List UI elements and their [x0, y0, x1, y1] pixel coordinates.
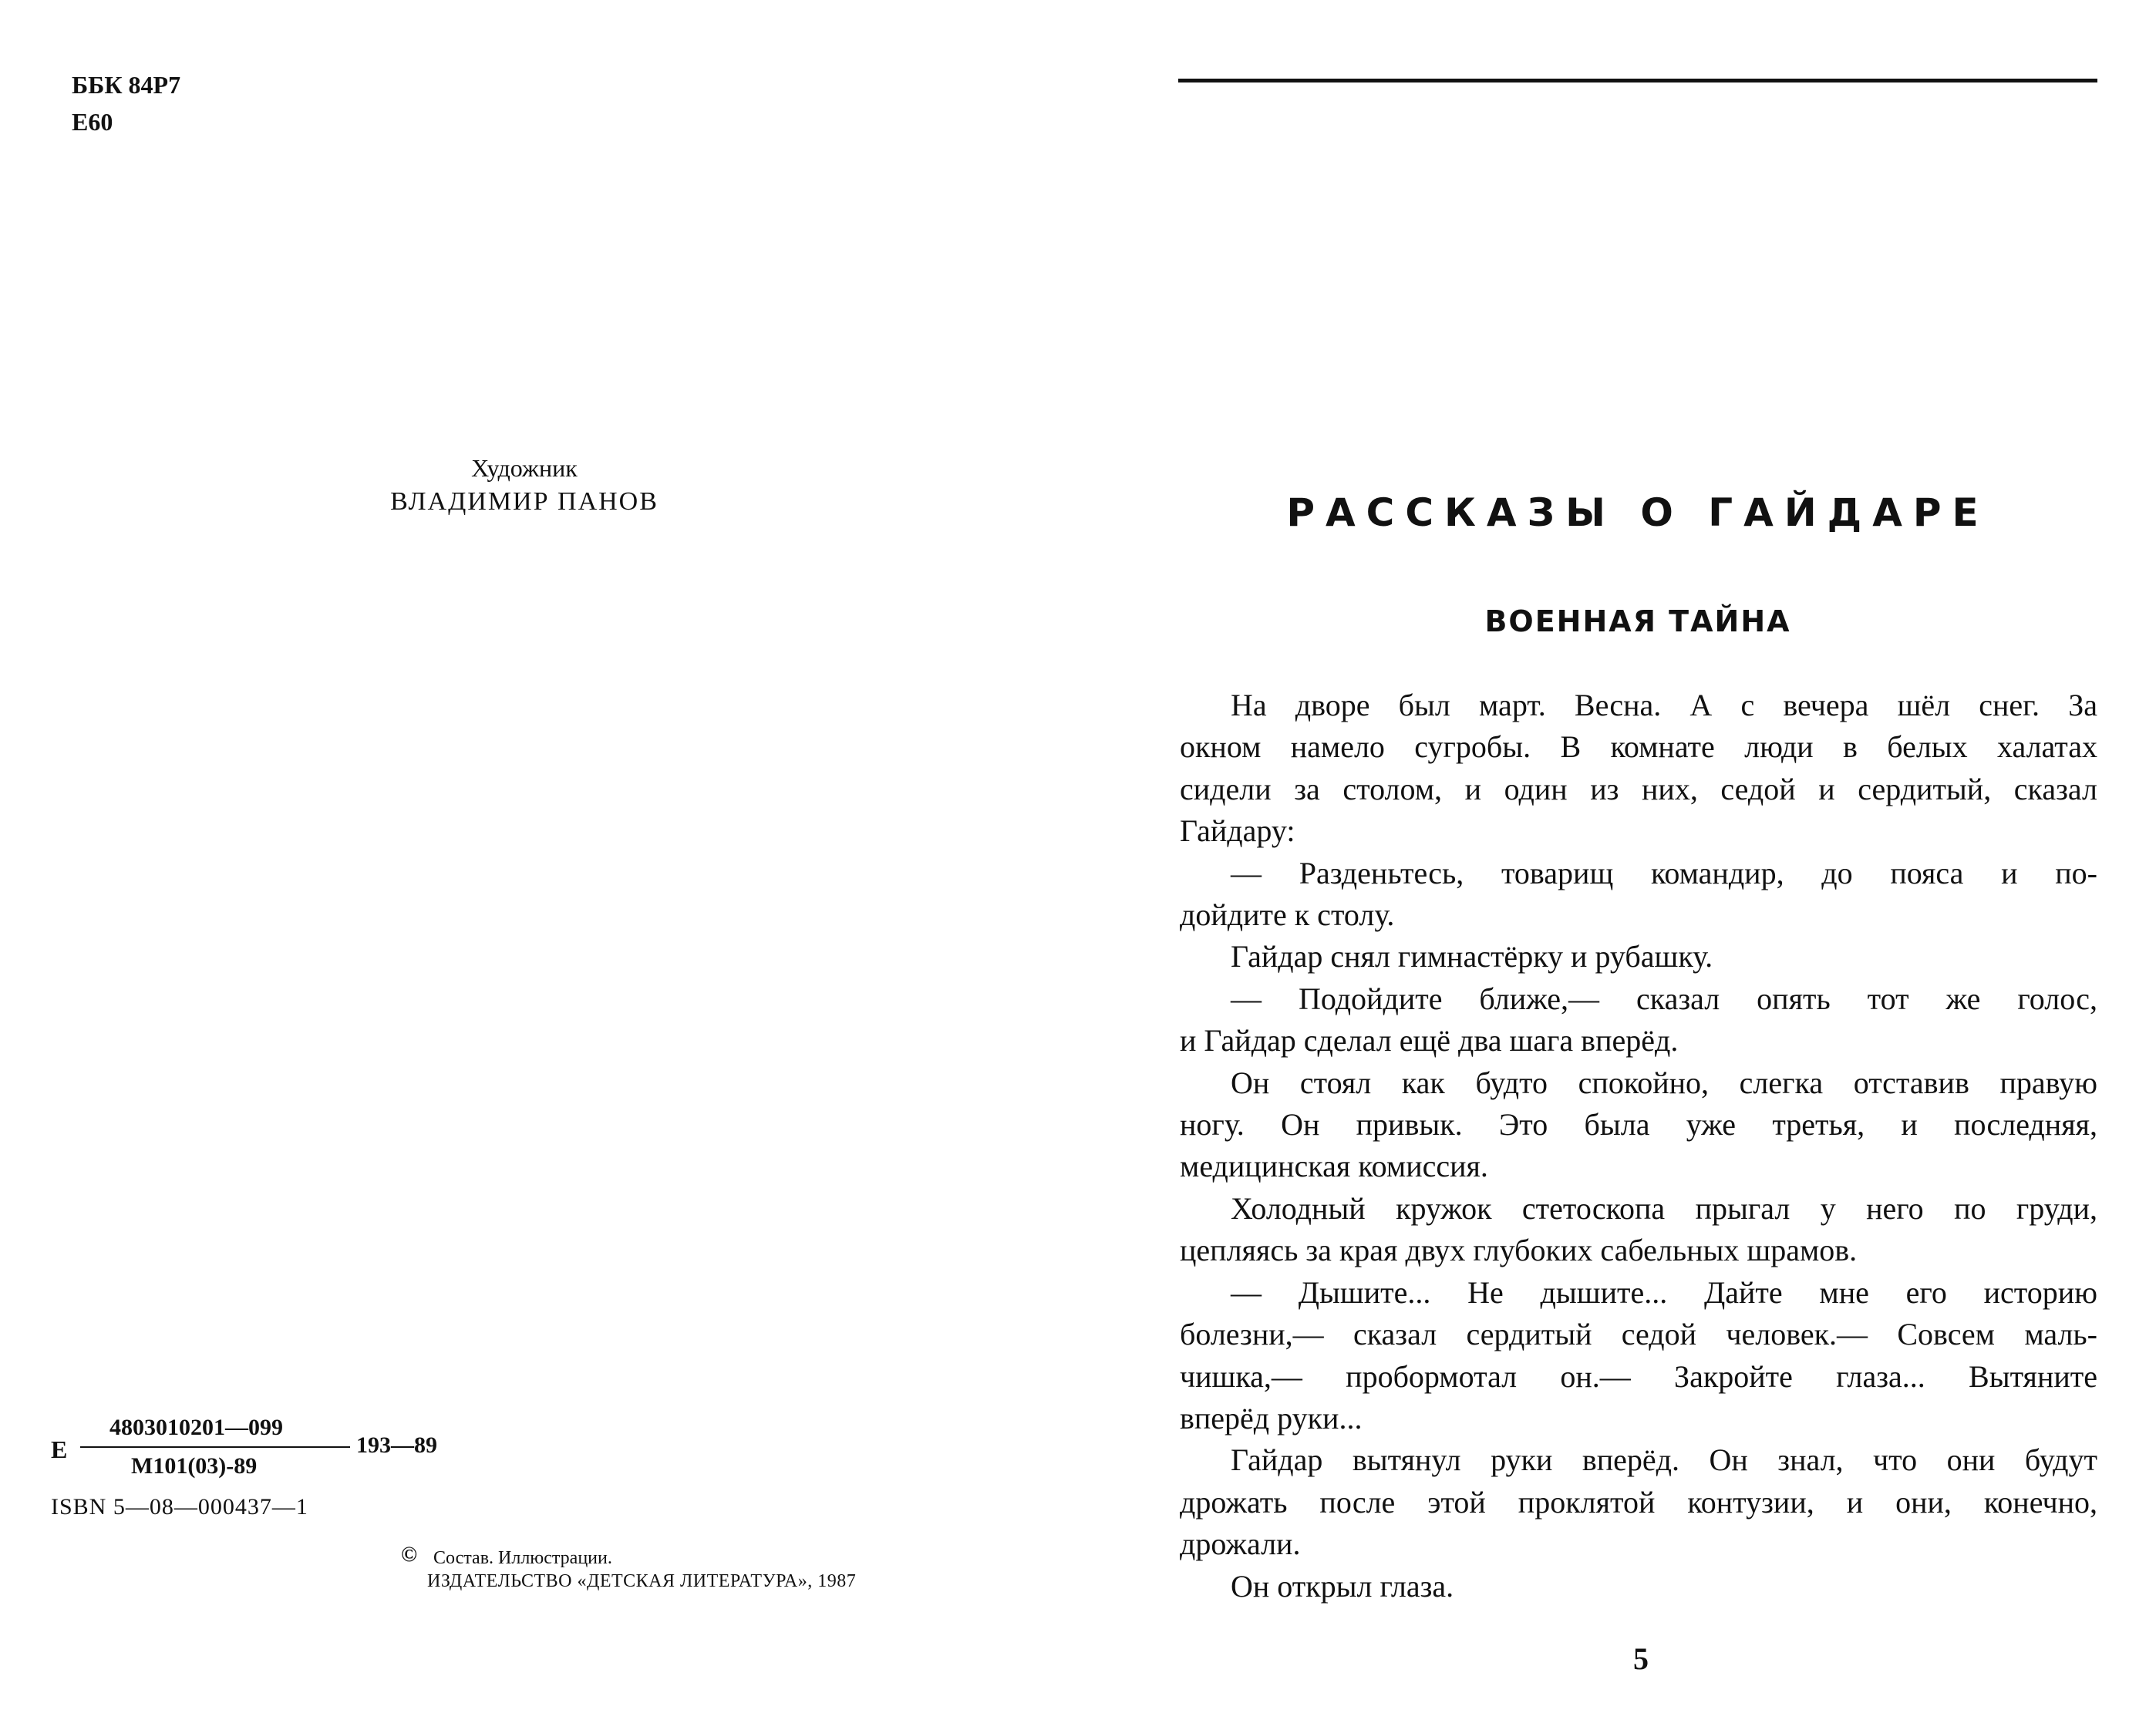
copyright-line-1: Состав. Иллюстрации.: [433, 1548, 612, 1568]
paragraph: [1180, 1062, 2097, 1188]
bbk-code: ББК 84Р7: [72, 71, 181, 99]
text-line: вперёд руки...: [1180, 1400, 1363, 1435]
text-line: болезни,— сказал сердитый седой человек.— Совсем маль-: [1180, 1317, 2097, 1352]
paragraph: [1180, 1439, 2097, 1565]
text-line: Гайдар вытянул руки вперёд. Он знал, что они будут: [1231, 1442, 2097, 1478]
text-line: и Гайдар сделал ещё два шага вперёд.: [1180, 1023, 1679, 1059]
paragraph: [1180, 1272, 2097, 1440]
isbn: ISBN 5—08—000437—1: [51, 1494, 308, 1520]
artist-role: Художник: [471, 454, 578, 482]
text-line: — Разденьтесь, товарищ командир, до пояса и по-: [1231, 855, 2097, 890]
text-line: — Дышите... Не дышите... Дайте мне его историю: [1231, 1274, 2097, 1310]
paragraph: [1180, 936, 2097, 978]
text-line: Холодный кружок стетоскопа прыгал у него по груди,: [1231, 1190, 2097, 1226]
text-line: дойдите к столу.: [1180, 897, 1395, 933]
text-line: цепляясь за края двух глубоких сабельных шрамов.: [1180, 1233, 1858, 1268]
catalog-fraction: [80, 1412, 350, 1482]
author-mark: Е60: [72, 108, 113, 136]
story-text: [1180, 685, 2097, 1607]
text-line: чишка,— пробормотал он.— Закройте глаза... Вытяните: [1180, 1358, 2097, 1394]
paragraph: [1180, 1566, 2097, 1607]
classification-codes: [72, 66, 180, 140]
artist-name: ВЛАДИМИР ПАНОВ: [390, 487, 659, 516]
paragraph: [1180, 1188, 2097, 1272]
text-line: ногу. Он привык. Это была уже третья, и последняя,: [1180, 1107, 2097, 1143]
copyright-line-2: ИЗДАТЕЛЬСТВО «ДЕТСКАЯ ЛИТЕРАТУРА», 1987: [427, 1571, 857, 1591]
text-line: дрожали.: [1180, 1526, 1301, 1562]
paragraph: [1180, 685, 2097, 853]
text-line: Он открыл глаза.: [1231, 1568, 1454, 1604]
book-title: РАССКАЗЫ О ГАЙДАРЕ: [1286, 490, 1989, 535]
catalog-suffix: 193—89: [356, 1432, 437, 1458]
text-line: Он стоял как будто спокойно, слегка отставив правую: [1231, 1065, 2097, 1100]
text-line: окном намело сугробы. В комнате люди в белых халатах: [1180, 729, 2097, 765]
text-line: дрожать после этой проклятой контузии, и они, конечно,: [1180, 1484, 2097, 1520]
paragraph: [1180, 853, 2097, 937]
fraction-bar: [80, 1446, 350, 1448]
top-rule: [1178, 79, 2097, 82]
text-line: Гайдар снял гимнастёрку и рубашку.: [1231, 939, 1713, 974]
text-line: На дворе был март. Весна. А с вечера шёл снег. За: [1231, 688, 2097, 722]
catalog-denominator: М101(03)-89: [131, 1453, 258, 1479]
artist-credit: [370, 451, 679, 519]
copyright-text: [427, 1547, 857, 1593]
text-line: медицинская комиссия.: [1180, 1149, 1488, 1184]
catalog-letter: Е: [51, 1435, 68, 1463]
paragraph: [1180, 978, 2097, 1062]
catalog-numerator: 4803010201—099: [109, 1415, 283, 1440]
text-line: сидели за столом, и один из них, седой и сердитый, сказал: [1180, 771, 2097, 806]
right-page: [1078, 0, 2156, 1730]
chapter-title: ВОЕННАЯ ТАЙНА: [1484, 604, 1791, 638]
copyright-icon: ©: [401, 1543, 417, 1567]
page-number: 5: [1633, 1641, 1649, 1676]
text-line: — Подойдите ближе,— сказал опять тот же голос,: [1231, 981, 2097, 1016]
text-line: Гайдару:: [1180, 813, 1295, 849]
copyright-notice: [401, 1543, 857, 1593]
